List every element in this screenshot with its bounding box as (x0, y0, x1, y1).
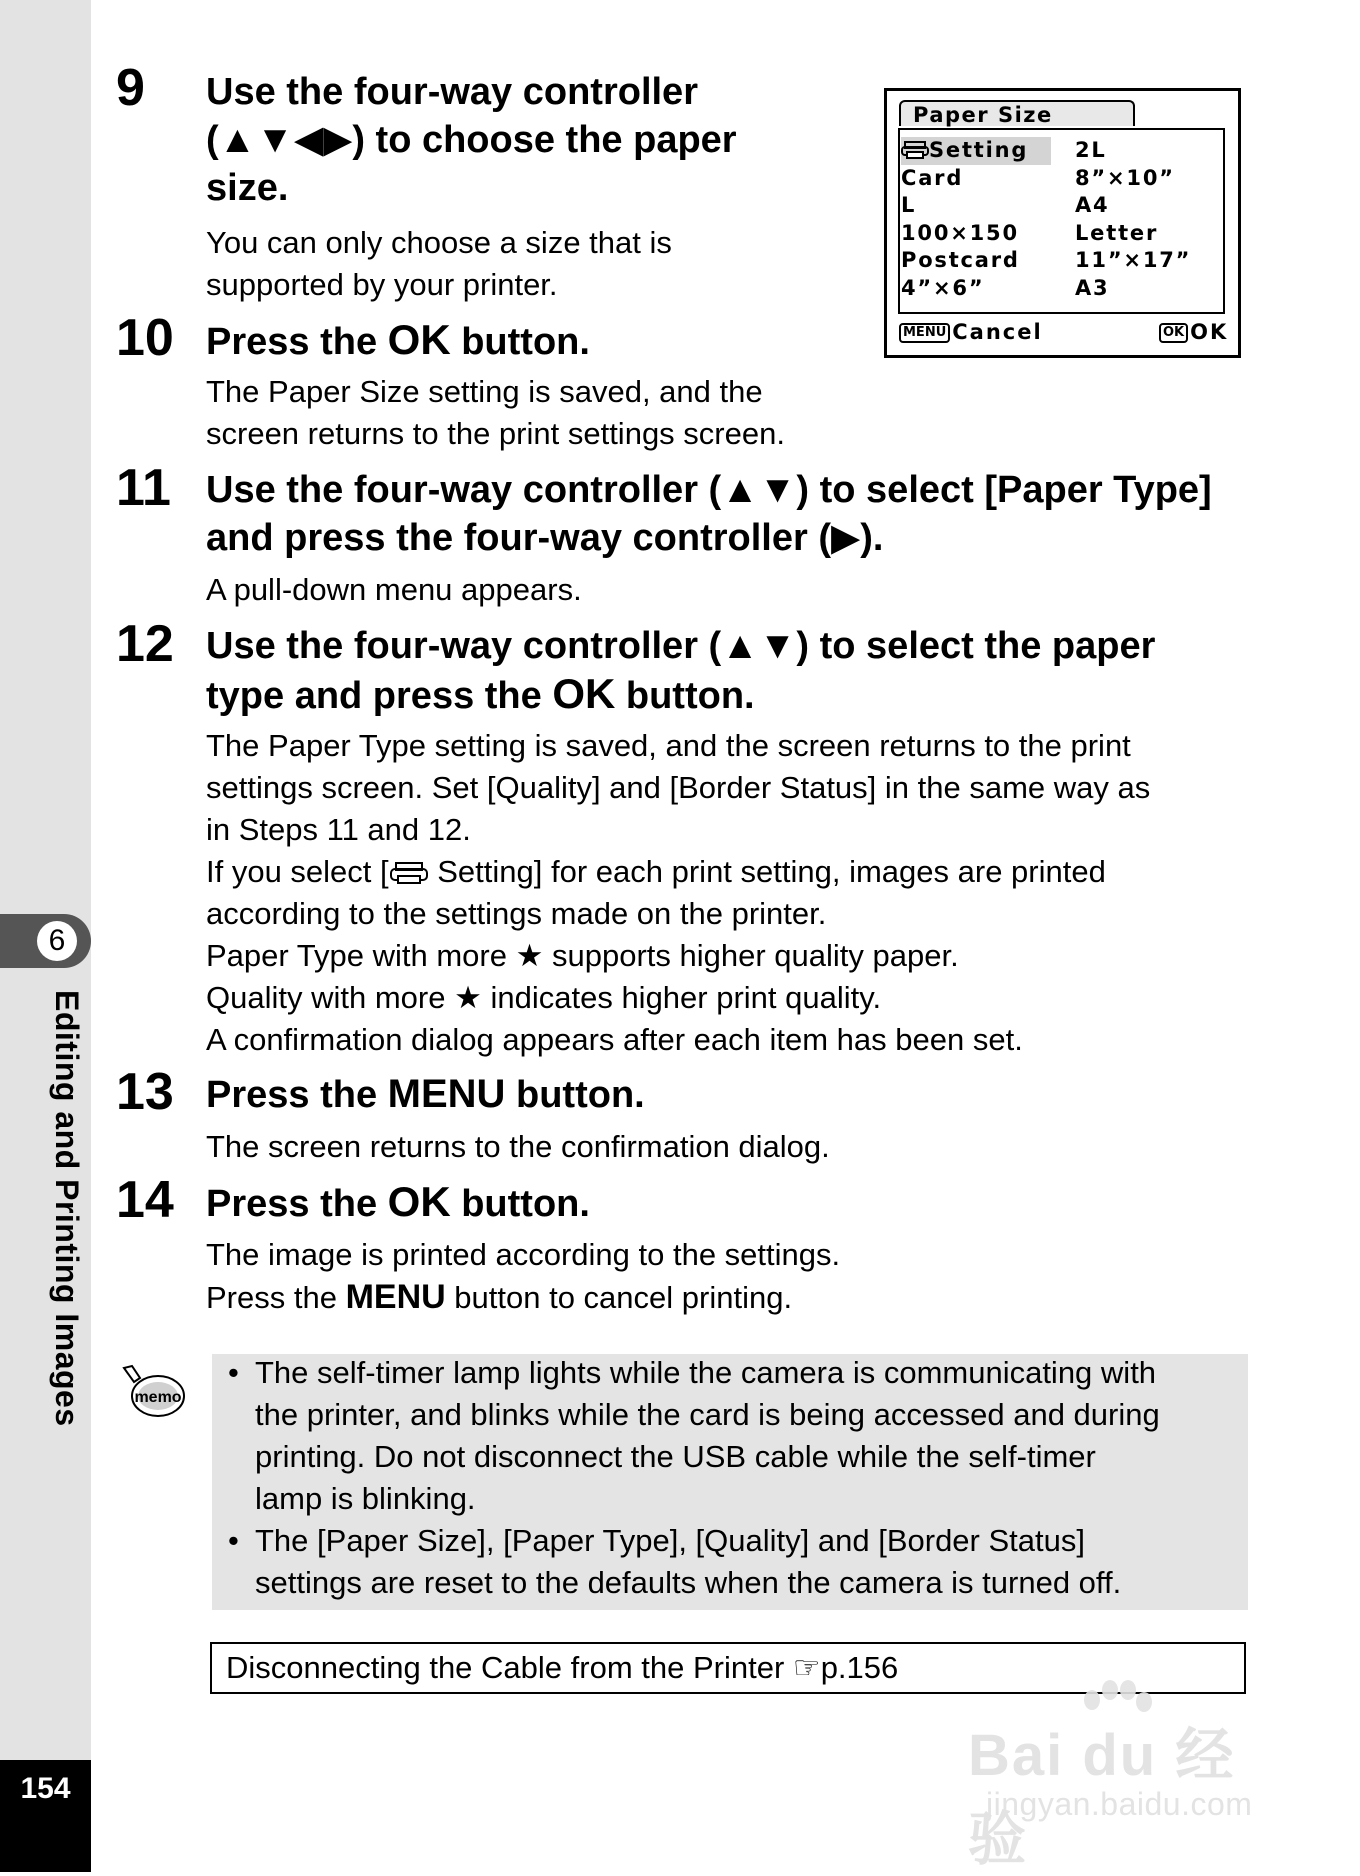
step-9-heading (206, 68, 737, 212)
page-number: 154 (20, 1772, 71, 1805)
xref-text: Disconnecting the Cable from the Printer (226, 1650, 793, 1685)
step-14-heading-pre: Press the (206, 1183, 388, 1225)
lcd-option: Letter (1075, 220, 1159, 245)
lcd-tab-title: Paper Size (899, 100, 1135, 126)
step-12-body-line: according to the settings made on the printer. (206, 896, 827, 931)
baidu-watermark (968, 1680, 1288, 1872)
lcd-option-label: Setting (929, 138, 1029, 162)
step-12-heading-post: button. (615, 675, 755, 717)
step-12-heading (206, 622, 1155, 720)
step-11-number: 11 (116, 459, 171, 517)
step-11-heading-line: Use the four-way controller (▲▼) to select [Paper Type] (206, 469, 1212, 511)
step-13-heading-pre: Press the (206, 1074, 388, 1116)
step-10-number: 10 (116, 309, 174, 367)
step-12-heading-line: Use the four-way controller (▲▼) to select the paper (206, 625, 1156, 667)
memo-line: lamp is blinking. (255, 1481, 476, 1516)
step-13-number: 13 (116, 1063, 174, 1121)
step-14-heading (206, 1178, 590, 1228)
step-12-heading-line (206, 670, 1155, 720)
step-12-body (206, 725, 1150, 1061)
lcd-ok-hint (1159, 320, 1228, 344)
step-12-body-line: Paper Type with more ★ supports higher quality paper. (206, 938, 959, 973)
memo-icon-label: memo (134, 1389, 182, 1406)
lcd-option: 100×150 (901, 220, 1019, 245)
step-12-setting-line (206, 851, 1150, 893)
ok-button-glyph: OK (387, 1178, 451, 1225)
lcd-option: Postcard (901, 248, 1020, 272)
pointing-hand-icon: ☞ (792, 1650, 821, 1685)
lcd-option: 2L (1075, 138, 1107, 162)
step-11-heading-line: and press the four-way controller (▶). (206, 517, 884, 559)
step-14-body-line: The image is printed according to the settings. (206, 1237, 841, 1272)
step-9-heading-line: size. (206, 167, 289, 209)
step-14-number: 14 (116, 1171, 174, 1229)
step-14-cancel-post: button to cancel printing. (445, 1280, 793, 1315)
memo-item (255, 1352, 1245, 1520)
step-9-number: 9 (116, 59, 145, 117)
step-12-body-line: settings screen. Set [Quality] and [Border Status] in the same way as (206, 770, 1151, 805)
step-12-body-line: A confirmation dialog appears after each item has been set. (206, 1022, 1023, 1057)
menu-button-glyph: MENU (345, 1278, 446, 1316)
watermark-brand: Bai du 经验 (968, 1723, 1236, 1872)
step-11-body (206, 569, 582, 611)
printer-icon (389, 861, 429, 885)
lcd-ok-label: OK (1190, 320, 1229, 344)
watermark-url: jingyan.baidu.com (986, 1786, 1253, 1822)
lcd-option: 4”×6” (901, 275, 985, 300)
step-9-body (206, 222, 672, 306)
lcd-selected-option (901, 137, 1051, 165)
memo-line: The self-timer lamp lights while the camera is communicating with (255, 1355, 1157, 1390)
step-12-body-line: Quality with more ★ indicates higher print quality. (206, 980, 882, 1015)
memo-bullet: • (228, 1523, 239, 1558)
step-13-body (206, 1126, 830, 1168)
lcd-option: L (901, 193, 917, 217)
step-11-heading (206, 466, 1212, 562)
step-10-heading (206, 316, 590, 366)
step-9-heading-line: Use the four-way controller (206, 71, 698, 113)
camera-lcd-paper-size-screen (884, 88, 1241, 358)
step-12-body-line: The Paper Type setting is saved, and the screen returns to the print (206, 728, 1131, 763)
step-14-body (206, 1234, 840, 1319)
step-12-body-line: in Steps 11 and 12. (206, 812, 471, 847)
memo-line: the printer, and blinks while the card is being accessed and during (255, 1397, 1160, 1432)
memo-line: The [Paper Size], [Paper Type], [Quality] and [Border Status] (255, 1523, 1085, 1558)
lcd-option: Card (901, 165, 964, 190)
chapter-title: Editing and Printing Images (49, 990, 85, 1427)
memo-item (255, 1520, 1245, 1604)
step-13-body-line: The screen returns to the confirmation dialog. (206, 1129, 830, 1164)
step-14-cancel-pre: Press the (206, 1280, 346, 1315)
step-10-heading-post: button. (450, 321, 590, 363)
lcd-cancel-hint (899, 320, 1043, 344)
chapter-number: 6 (37, 921, 77, 961)
lcd-right-column (1075, 137, 1191, 302)
step-10-heading-pre: Press the (206, 321, 388, 363)
step-12-heading-pre: type and press the (206, 675, 553, 717)
lcd-option-setting (901, 137, 1051, 165)
lcd-cancel-label: Cancel (952, 320, 1043, 344)
xref-page-link[interactable]: p.156 (820, 1650, 899, 1685)
step-12-setting-pre: If you select [ (206, 854, 389, 889)
printer-icon (901, 141, 929, 159)
step-13-heading-post: button. (505, 1074, 645, 1116)
lcd-option: 11”×17” (1075, 248, 1192, 272)
step-10-body-line: screen returns to the print settings screen. (206, 416, 785, 451)
step-10-body-line: The Paper Size setting is saved, and the (206, 374, 763, 409)
step-10-body (206, 371, 785, 455)
lcd-option: 8”×10” (1075, 165, 1175, 190)
step-14-heading-post: button. (450, 1183, 590, 1225)
ok-button-glyph: OK (387, 316, 451, 363)
menu-button-glyph: MENU (387, 1072, 506, 1116)
step-9-body-line: supported by your printer. (206, 267, 558, 302)
menu-key-icon: MENU (899, 323, 950, 343)
step-13-heading (206, 1070, 645, 1119)
step-9-heading-line: (▲▼◀▶) to choose the paper (206, 119, 737, 161)
step-9-body-line: You can only choose a size that is (206, 225, 672, 260)
memo-line: printing. Do not disconnect the USB cable while the self-timer (255, 1439, 1096, 1474)
lcd-option: A4 (1075, 193, 1110, 217)
lcd-left-column (901, 137, 1051, 302)
ok-key-icon: OK (1159, 323, 1188, 343)
memo-icon (118, 1362, 188, 1422)
step-12-number: 12 (116, 615, 174, 673)
step-14-cancel-line (206, 1276, 840, 1319)
lcd-option: A3 (1075, 275, 1110, 300)
memo-line: settings are reset to the defaults when the camera is turned off. (255, 1565, 1122, 1600)
memo-bullet: • (228, 1355, 239, 1390)
step-12-setting-post: Setting] for each print setting, images are printed (428, 854, 1106, 889)
ok-button-glyph: OK (552, 670, 616, 717)
step-11-body-line: A pull-down menu appears. (206, 572, 582, 607)
